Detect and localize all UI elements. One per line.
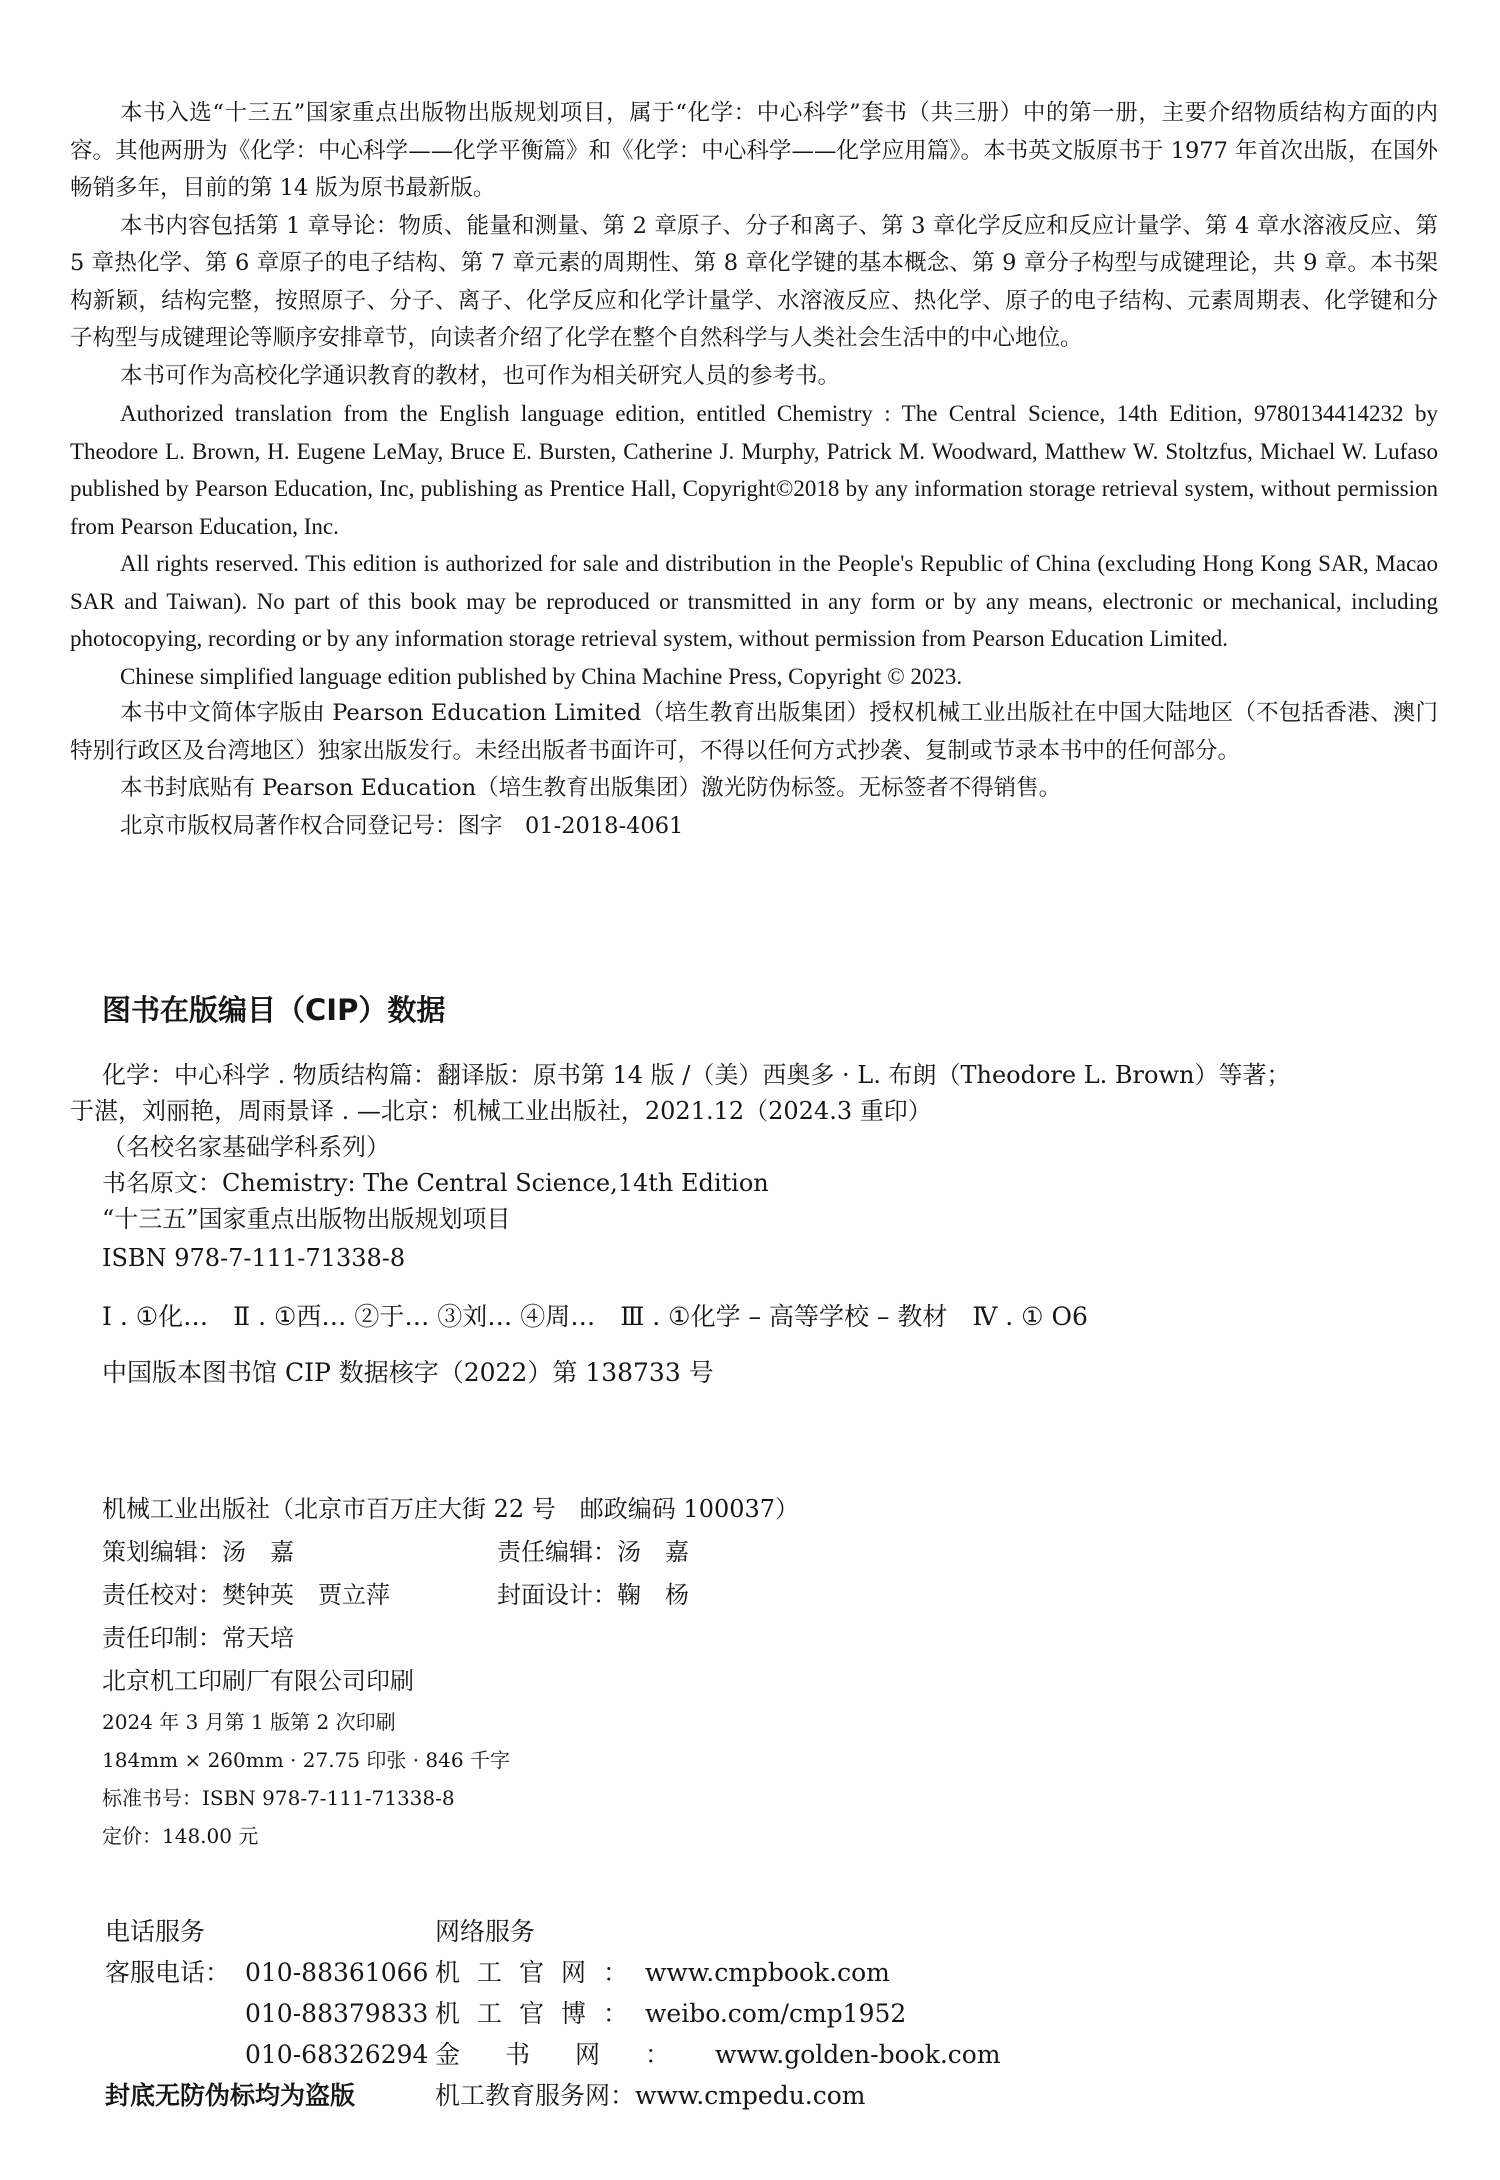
imprint-block <box>102 1488 902 1855</box>
intro-paragraph: 本书入选“十三五”国家重点出版物出版规划项目，属于“化学：中心科学”套书（共三册）中的第一册，主要介绍物质结构方面的内容。其他两册为《化学：中心科学——化学平衡篇》和《化学：中心科学——化学应用篇》。本书英文版原书于 1977 年首次出版，在国外畅销多年，目前的第 14 版为原书最新版。 <box>70 100 1438 201</box>
intro-paragraph: Authorized translation from the English language edition, entitled Chemistry : The Central Science, 14th Edition, 9780134414232 by Theodore L. Brown, H. Eugene LeMay, Bruce E. Bursten, Catherine J. Murphy, Patrick M. Woodward, Matthew W. Stoltzfus, Michael W. Lufaso published by Pearson Education, Inc, publishing as Prentice Hall, Copyright©2018 by any information storage retrieval system, without permission from Pearson Education, Inc. <box>70 401 1438 539</box>
phone-number: 010-88361066 <box>245 1958 429 1987</box>
cip-isbn: ISBN 978-7-111-71338-8 <box>102 1244 406 1272</box>
phone-number: 010-88379833 <box>245 1999 429 2028</box>
standard-number: 标准书号：ISBN 978-7-111-71338-8 <box>102 1786 455 1810</box>
cip-block <box>70 1057 1402 1398</box>
anti-piracy-notice: 封底无防伪标均为盗版 <box>105 2081 356 2110</box>
web-url[interactable]: www.golden-book.com <box>715 2040 1001 2069</box>
web-label: 机工官网： <box>435 1958 646 1987</box>
web-service-heading: 网络服务 <box>435 1917 536 1946</box>
edu-web-label: 机工教育服务网： <box>435 2081 636 2110</box>
cip-original-title: 书名原文：Chemistry: The Central Science,14th Edition <box>102 1169 769 1197</box>
edu-web-url[interactable]: www.cmpedu.com <box>635 2081 866 2110</box>
proofreaders: 责任校对：樊钟英 贾立萍 <box>102 1581 390 1609</box>
edition-line: 2024 年 3 月第 1 版第 2 次印刷 <box>102 1710 396 1734</box>
cover-designer: 封面设计：鞠 杨 <box>497 1581 689 1609</box>
cip-record-number: 中国版本图书馆 CIP 数据核字（2022）第 138733 号 <box>102 1358 714 1387</box>
intro-paragraph: 北京市版权局著作权合同登记号：图字 01-2018-4061 <box>120 812 684 839</box>
service-row <box>105 1993 1005 2034</box>
service-block <box>105 1911 1005 2116</box>
planning-editor: 策划编辑：汤 嘉 <box>102 1538 294 1566</box>
editors-row <box>102 1531 902 1574</box>
service-header-row <box>105 1911 1005 1952</box>
book-description <box>70 95 1438 845</box>
intro-paragraph: Chinese simplified language edition published by China Machine Press, Copyright © 2023. <box>120 663 963 689</box>
hotline-label: 客服电话： <box>105 1958 231 1987</box>
phone-service-heading: 电话服务 <box>105 1917 206 1946</box>
service-row <box>105 1952 1005 1993</box>
price-line: 定价：148.00 元 <box>102 1824 259 1848</box>
publisher-line: 机械工业出版社（北京市百万庄大街 22 号 邮政编码 100037） <box>102 1495 800 1523</box>
cip-series: （名校名家基础学科系列） <box>102 1133 390 1161</box>
web-label: 金书网： <box>435 2040 716 2069</box>
intro-paragraph: All rights reserved. This edition is authorized for sale and distribution in the People's Republic of China (excluding Hong Kong SAR, Macao SAR and Taiwan). No part of this book may be reproduced or transmitted in any form or by any means, electronic or mechanical, including photocopying, recording or by any information storage retrieval system, without permission from Pearson Education Limited. <box>70 551 1438 651</box>
web-url[interactable]: www.cmpbook.com <box>645 1958 890 1987</box>
cip-line-1: 化学：中心科学 . 物质结构篇：翻译版：原书第 14 版 /（美）西奥多 · L. 布朗（Theodore L. Brown）等著； <box>102 1061 1291 1089</box>
cip-classification: Ⅰ . ①化… Ⅱ . ①西… ②于… ③刘… ④周… Ⅲ . ①化学 – 高等学校 – 教材 Ⅳ . ① O6 <box>102 1302 1088 1331</box>
cip-heading: 图书在版编目（CIP）数据 <box>102 993 446 1027</box>
phone-number: 010-68326294 <box>245 2040 429 2069</box>
web-url[interactable]: weibo.com/cmp1952 <box>645 1999 907 2028</box>
intro-paragraph: 本书可作为高校化学通识教育的教材，也可作为相关研究人员的参考书。 <box>120 362 841 389</box>
cip-line-2: 于湛，刘丽艳，周雨景译 . —北京：机械工业出版社，2021.12（2024.3 重印） <box>70 1097 932 1125</box>
intro-paragraph: 本书封底贴有 Pearson Education（培生教育出版集团）激光防伪标签。无标签者不得销售。 <box>120 775 1062 801</box>
print-supervisor: 责任印制：常天培 <box>102 1624 294 1652</box>
format-line: 184mm × 260mm · 27.75 印张 · 846 千字 <box>102 1748 510 1772</box>
service-row <box>105 2075 1005 2116</box>
intro-paragraph: 本书中文简体字版由 Pearson Education Limited（培生教育出版集团）授权机械工业出版社在中国大陆地区（不包括香港、澳门特别行政区及台湾地区）独家出版发行。未经出版者书面许可，不得以任何方式抄袭、复制或节录本书中的任何部分。 <box>70 700 1438 764</box>
web-label: 机工官博： <box>435 1999 646 2028</box>
printer-line: 北京机工印刷厂有限公司印刷 <box>102 1667 414 1695</box>
responsible-editor: 责任编辑：汤 嘉 <box>497 1538 689 1566</box>
intro-paragraph: 本书内容包括第 1 章导论：物质、能量和测量、第 2 章原子、分子和离子、第 3 章化学反应和反应计量学、第 4 章水溶液反应、第 5 章热化学、第 6 章原子的电子结构、第 7 章元素的周期性、第 8 章化学键的基本概念、第 9 章分子构型与成键理论，共 9 章。本书架构新颖，结构完整，按照原子、分子、离子、化学反应和化学计量学、水溶液反应、热化学、原子的电子结构、元素周期表、化学键和分子构型与成键理论等顺序安排章节，向读者介绍了化学在整个自然科学与人类社会生活中的中心地位。 <box>70 212 1438 351</box>
cip-project: “十三五”国家重点出版物出版规划项目 <box>102 1205 511 1233</box>
proof-row <box>102 1574 902 1617</box>
service-row <box>105 2034 1005 2075</box>
